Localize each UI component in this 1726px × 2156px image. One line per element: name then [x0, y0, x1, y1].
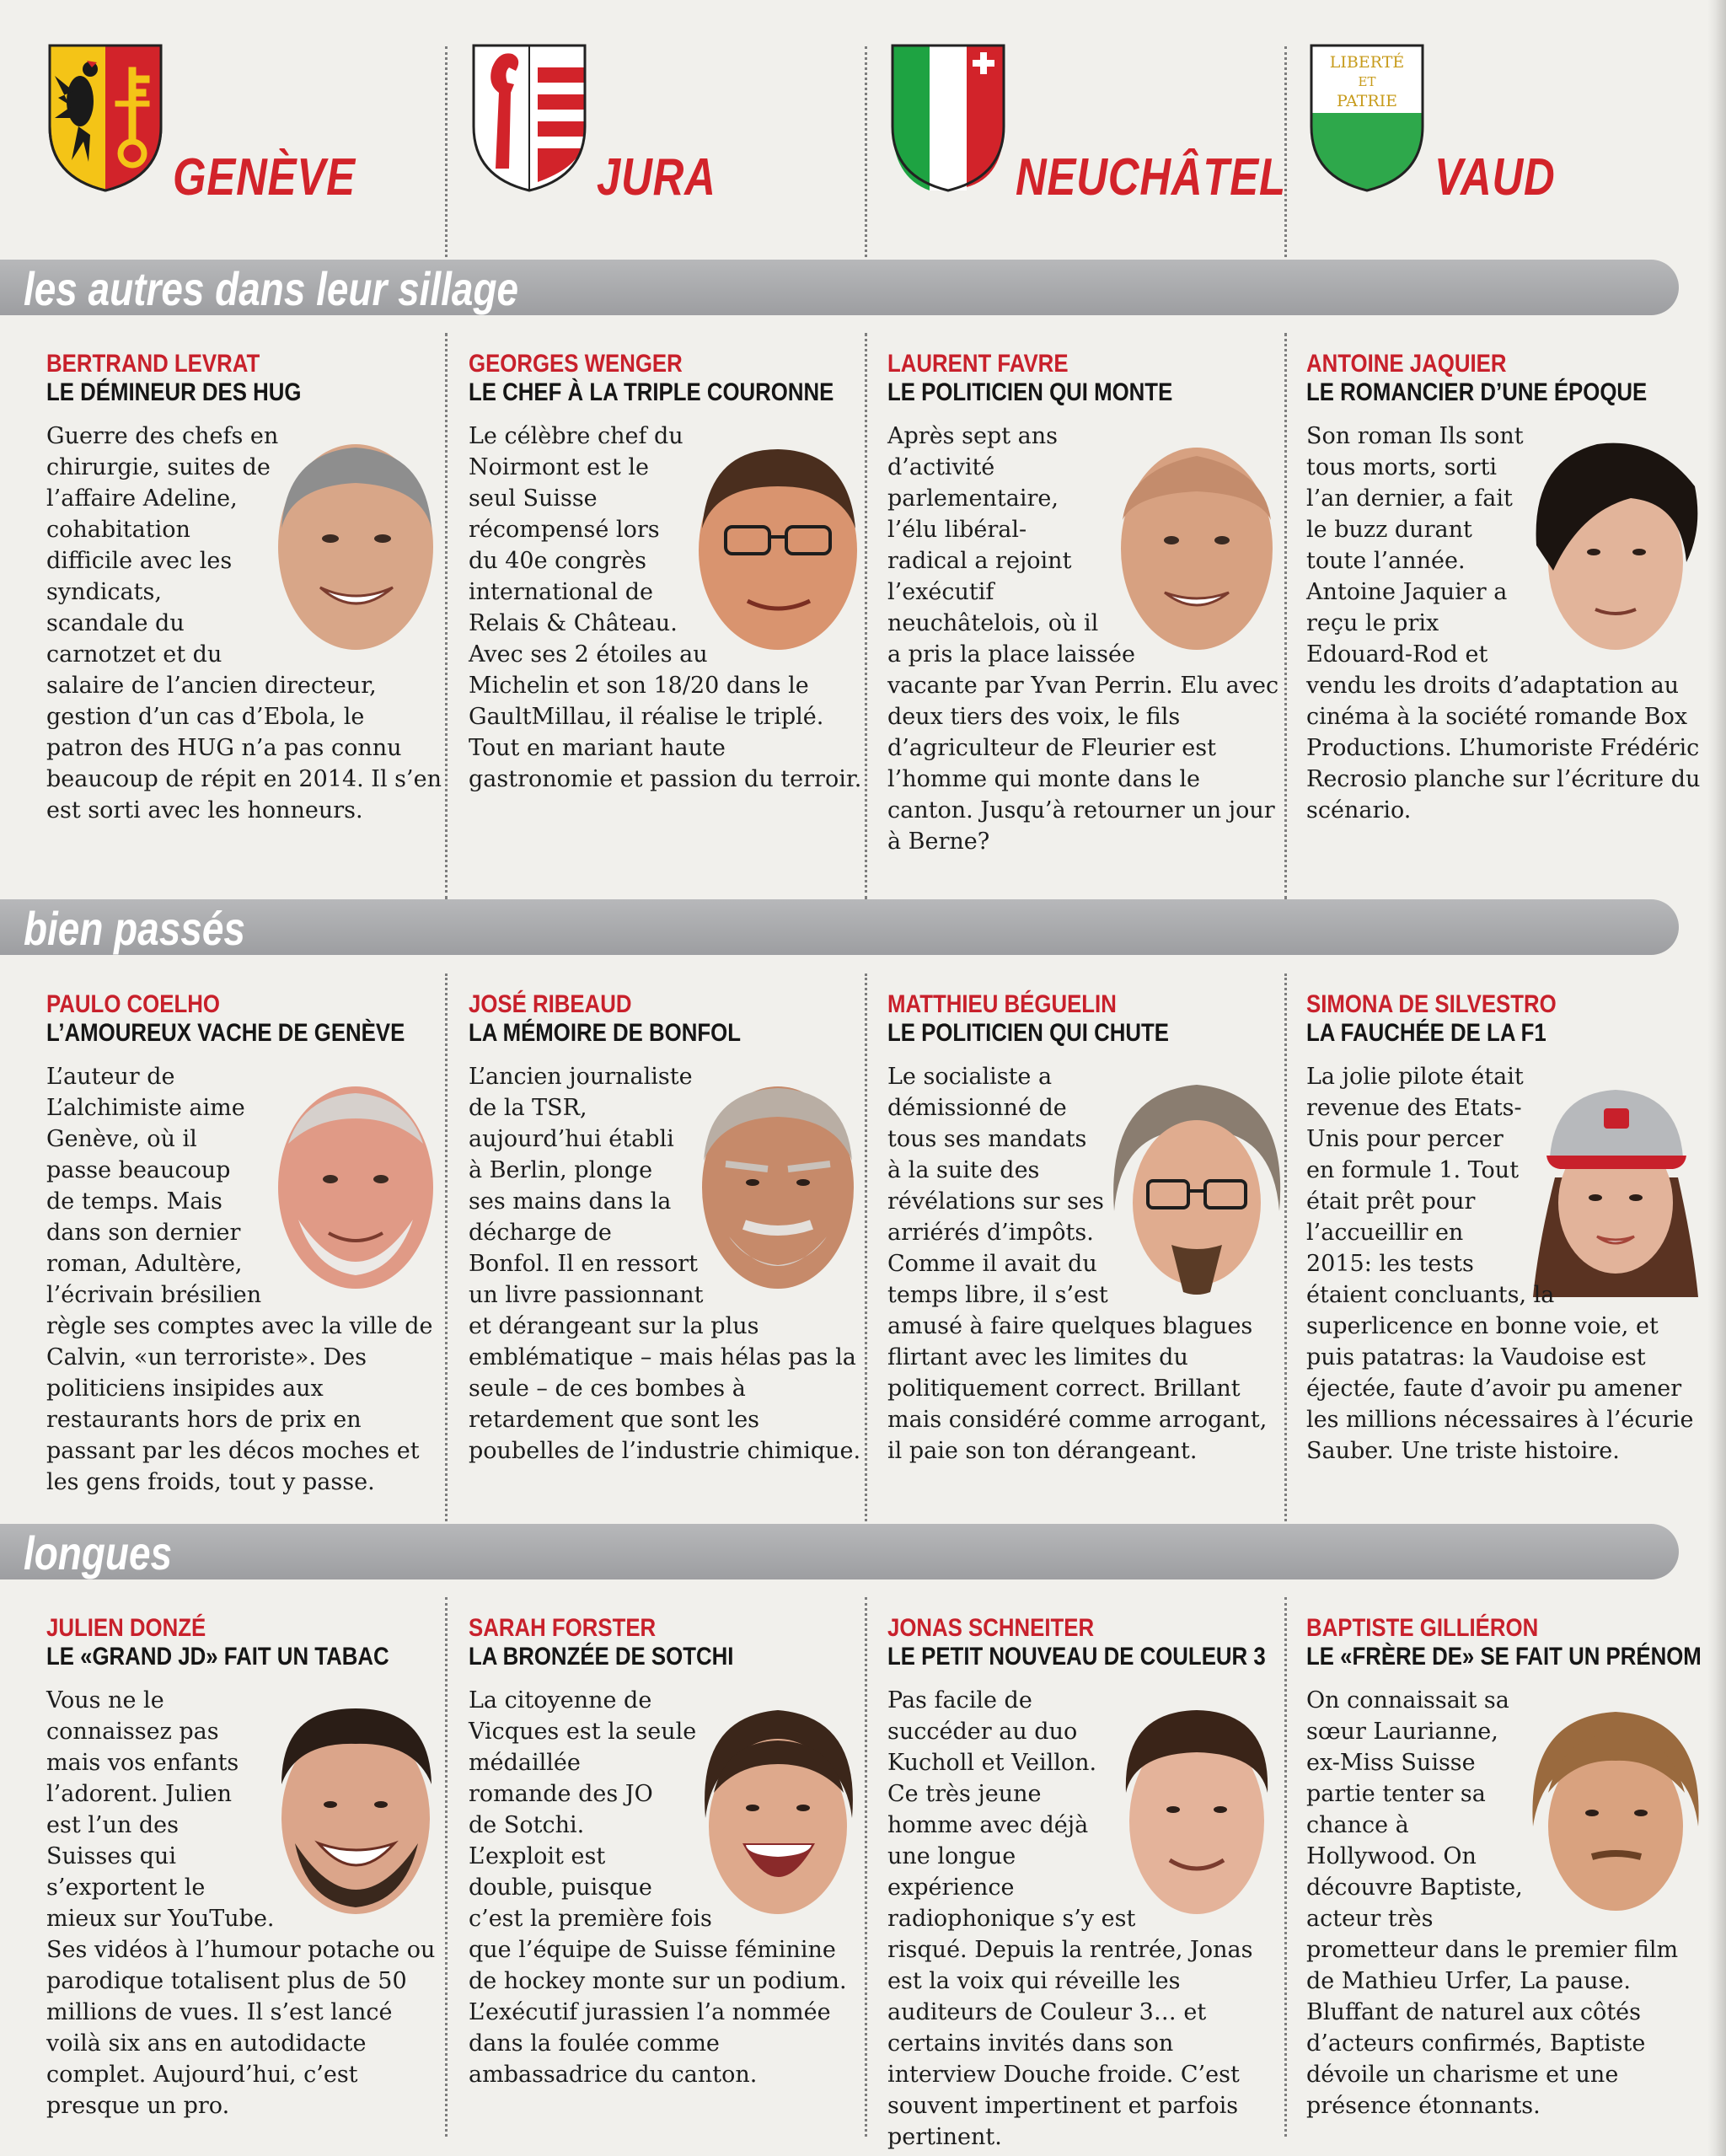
geneva-crest-icon — [46, 42, 164, 194]
profile-text: Son roman Ils sont tous morts, sorti l’an dernier, a fait le buzz durant toute l’année. Antoine Jaquier a reçu le prix Edouard-Rod et vendu les droits d’adaptation au cinéma à la société romande Box Productions. L’humoriste Frédéric Recrosio planche sur l’écriture du scénario. — [1306, 423, 1701, 823]
canton-name-vaud: VAUD — [1434, 148, 1556, 206]
section-title: longues — [24, 1526, 173, 1579]
person-name: JULIEN DONZÉ — [46, 1614, 206, 1642]
canton-name-geneve: GENÈVE — [173, 148, 356, 206]
person-name: SARAH FORSTER — [469, 1614, 657, 1642]
profile-text: On connaissait sa sœur Laurianne, ex-Miss Suisse partie tenter sa chance à Hollywood. On découvre Baptiste, acteur très prometteur dans le premier film de Mathieu Urfer, La pause. Bluffant de naturel aux côtés d’acteurs confirmés, Baptiste dévoile un charisme et une présence étonnants. — [1306, 1687, 1679, 2119]
portrait-photo — [270, 436, 442, 659]
profile-text: La jolie pilote était revenue des Etats-Unis pour percer en formule 1. Tout était prêt pour l’accueillir en 2015: les tests étaient concluants, la superlicence en bonne voie, et puis patatras: la Vaudoise est éjectée, faute d’avoir pu amener les millions nécessaires à l’écurie Sauber. Une triste histoire. — [1306, 1064, 1694, 1464]
profile-text-block — [1306, 421, 1702, 826]
profile-text: Vous ne le connaissez pas mais vos enfants l’adorent. Julien est l’un des Suisses qui s’exportent le mieux sur YouTube. Ses vidéos à l’humour potache ou parodique totalisent plus de 50 millions de vues. Il s’est lancé voilà six ans en autodidacte complet. Aujourd’hui, c’est presque un pro. — [46, 1687, 436, 2119]
person-headline: LA MÉMOIRE DE BONFOL — [469, 1019, 741, 1047]
profile-text: L’auteur de L’alchimiste aime Genève, où il passe beaucoup de temps. Mais dans son dernier roman, Adultère, l’écrivain brésilien règle ses comptes avec la ville de Calvin, «un terroriste». Des politiciens insipides aux restaurants hors de prix en passant par les décos moches et les gens froids, tout y passe. — [46, 1064, 433, 1495]
person-headline: LA FAUCHÉE DE LA F1 — [1306, 1019, 1546, 1047]
portrait-photo — [692, 1076, 865, 1300]
profile-text-block — [469, 1685, 865, 2090]
portrait-photo — [1530, 436, 1702, 659]
portrait-photo — [270, 1076, 442, 1300]
column-separator — [1284, 973, 1287, 1521]
portrait-photo — [692, 1700, 865, 1923]
profile-text-block — [46, 1685, 442, 2121]
column-separator — [1284, 333, 1287, 899]
neuchatel-crest-icon — [889, 42, 1007, 194]
person-name: ANTOINE JAQUIER — [1306, 350, 1507, 378]
column-separator — [445, 333, 448, 899]
section-title: les autres dans leur sillage — [24, 262, 519, 315]
profile-text-block — [469, 1061, 865, 1467]
profile-text-block — [46, 1061, 442, 1498]
person-headline: LE DÉMINEUR DES HUG — [46, 378, 302, 406]
column-separator — [1284, 46, 1287, 257]
section-bar-sillage — [0, 260, 1679, 315]
profile-text-block — [887, 1061, 1284, 1467]
person-headline: LE PETIT NOUVEAU DE COULEUR 3 — [887, 1643, 1266, 1671]
profile-text: Le célèbre chef du Noirmont est le seul Suisse récompensé lors du 40e congrès international de Relais & Château. Avec ses 2 étoiles au Michelin et son 18/20 dans le GaultMillau, il réalise le triplé. Tout en mariant haute gastronomie et passion du terroir. — [469, 423, 862, 792]
vaud-crest-icon — [1308, 42, 1426, 194]
profile-text: Pas facile de succéder au duo Kucholl et Veillon. Ce très jeune homme avec déjà une longue expérience radiophonique s’y est risqué. Depuis la rentrée, Jonas est la voix qui réveille les auditeurs de Couleur 3… et certains invités dans son interview Douche froide. C’est souvent impertinent et parfois pertinent. — [887, 1687, 1253, 2150]
person-name: JOSÉ RIBEAUD — [469, 990, 632, 1018]
jura-crest-icon — [470, 42, 588, 194]
column-separator — [445, 46, 448, 257]
profile-text-block — [469, 421, 865, 795]
profile-text: L’ancien journaliste de la TSR, aujourd’hui établi à Berlin, plonge ses mains dans la décharge de Bonfol. Il en ressort un livre passionnant et dérangeant sur la plus emblématique – mais hélas pas la seule – de ces bombes à retardement que sont les poubelles de l’industrie chimique. — [469, 1064, 861, 1464]
profile-text-block — [1306, 1061, 1702, 1467]
column-separator — [865, 973, 867, 1521]
section-title: bien passés — [24, 902, 245, 955]
column-separator — [865, 1597, 867, 2137]
profile-text-block — [46, 421, 442, 826]
person-name: LAURENT FAVRE — [887, 350, 1069, 378]
vaud-motto-line-2: ET — [1358, 74, 1376, 89]
canton-header — [0, 0, 1726, 253]
page-gutter — [1707, 0, 1726, 2156]
column-separator — [865, 333, 867, 899]
profile-text-block — [1306, 1685, 1702, 2121]
column-separator — [445, 973, 448, 1521]
portrait-photo — [1111, 436, 1284, 659]
person-name: SIMONA DE SILVESTRO — [1306, 990, 1557, 1018]
person-name: BERTRAND LEVRAT — [46, 350, 260, 378]
portrait-photo — [270, 1700, 442, 1923]
portrait-photo — [1530, 1076, 1702, 1300]
person-headline: L’AMOUREUX VACHE DE GENÈVE — [46, 1019, 405, 1047]
person-headline: LE POLITICIEN QUI CHUTE — [887, 1019, 1169, 1047]
portrait-photo — [1530, 1700, 1702, 1923]
profile-text: Guerre des chefs en chirurgie, suites de l’affaire Adeline, cohabitation difficile avec les syndicats, scandale du carnotzet et du salaire de l’ancien directeur, gestion d’un cas d’Ebola, le patron des HUG n’a pas connu beaucoup de répit en 2014. Il s’en est sorti avec les honneurs. — [46, 423, 442, 823]
person-headline: LE «FRÈRE DE» SE FAIT UN PRÉNOM — [1306, 1643, 1702, 1671]
column-separator — [865, 46, 867, 257]
vaud-motto-line-1: LIBERTÉ — [1329, 53, 1405, 72]
person-headline: LE ROMANCIER D’UNE ÉPOQUE — [1306, 378, 1648, 406]
person-headline: LE POLITICIEN QUI MONTE — [887, 378, 1173, 406]
profile-text-block — [887, 1685, 1284, 2153]
section-bar-longues — [0, 1524, 1679, 1579]
profile-text: La citoyenne de Vicques est la seule médaillée romande des JO de Sotchi. L’exploit est double, puisque c’est la première fois que l’équipe de Suisse féminine de hockey monte sur un podium. L’exécutif jurassien l’a nommée dans la foulée comme ambassadrice du canton. — [469, 1687, 847, 2088]
column-separator — [1284, 1597, 1287, 2137]
person-headline: LE CHEF À LA TRIPLE COURONNE — [469, 378, 834, 406]
person-name: GEORGES WENGER — [469, 350, 683, 378]
person-headline: LA BRONZÉE DE SOTCHI — [469, 1643, 734, 1671]
profile-text: Après sept ans d’activité parlementaire, l’élu libéral-radical a rejoint l’exécutif neuchâtelois, où il a pris la place laissée vacante par Yvan Perrin. Elu avec deux tiers des voix, le fils d’agriculteur de Fleurier est l’homme qui monte dans le canton. Jusqu’à retourner un jour à Berne? — [887, 423, 1279, 855]
portrait-photo — [692, 436, 865, 659]
profile-text-block — [887, 421, 1284, 857]
profile-text: Le socialiste a démissionné de tous ses mandats à la suite des révélations sur ses arriérés d’impôts. Comme il avait du temps libre, il s’est amusé à faire quelques blagues flirtant avec les limites du politiquement correct. Brillant mais considéré comme arrogant, il paie son ton dérangeant. — [887, 1064, 1268, 1464]
canton-name-neuchatel: NEUCHÂTEL — [1016, 148, 1286, 206]
person-name: BAPTISTE GILLIÉRON — [1306, 1614, 1539, 1642]
person-name: PAULO COELHO — [46, 990, 220, 1018]
portrait-photo — [1111, 1700, 1284, 1923]
vaud-motto-line-3: PATRIE — [1336, 92, 1398, 110]
person-headline: LE «GRAND JD» FAIT UN TABAC — [46, 1643, 389, 1671]
canton-name-jura: JURA — [597, 148, 716, 206]
column-separator — [445, 1597, 448, 2137]
section-bar-bien-passes — [0, 899, 1679, 955]
person-name: MATTHIEU BÉGUELIN — [887, 990, 1117, 1018]
person-name: JONAS SCHNEITER — [887, 1614, 1095, 1642]
portrait-photo — [1111, 1076, 1284, 1300]
